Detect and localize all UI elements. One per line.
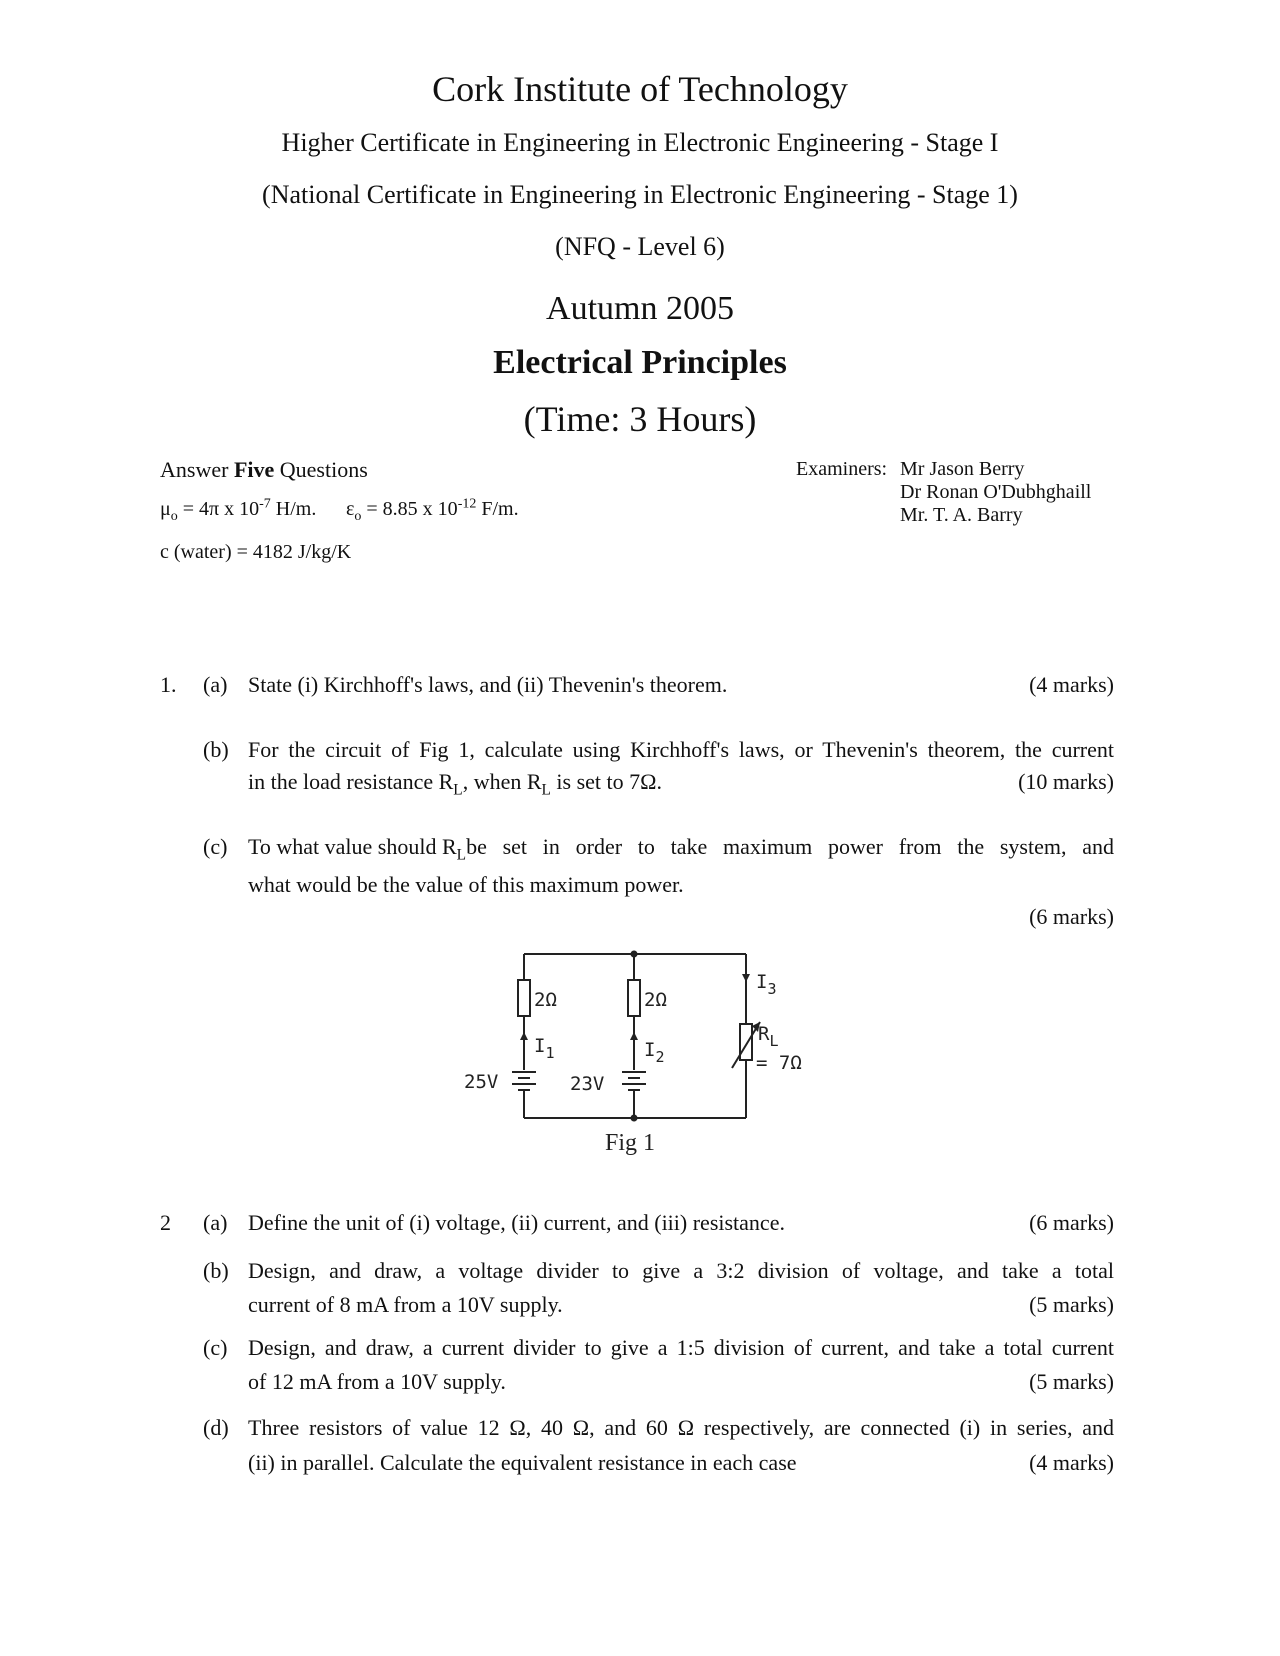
institution-title: Cork Institute of Technology (432, 69, 848, 109)
load-label: $R_L$ (758, 1023, 779, 1050)
part-label: (b) (203, 737, 229, 762)
programme-title: Higher Certificate in Engineering in Electronic Engineering - Stage I (281, 128, 999, 157)
examiner-name: Mr. T. A. Barry (900, 504, 1023, 526)
subject-title: Electrical Principles (493, 344, 787, 381)
marks-label: (4 marks) (1029, 1450, 1114, 1475)
question-text: of 12 mA from a 10V supply. (248, 1369, 506, 1394)
battery-2 (622, 1072, 646, 1090)
resistor-1 (518, 980, 530, 1016)
examiners-label: Examiners: (796, 458, 888, 480)
figure-caption: Fig 1 (604, 1130, 656, 1156)
question-text: what would be the value of this maximum power. (248, 872, 684, 897)
arrow-up-icon (520, 1032, 528, 1040)
marks-label: (5 marks) (1029, 1369, 1114, 1394)
question-number: 1. (160, 672, 177, 697)
current-3-label: $I_3$ (756, 971, 777, 998)
marks-label: (5 marks) (1029, 1292, 1114, 1317)
marks-label: (6 marks) (1029, 1210, 1114, 1235)
examiner-name: Dr Ronan O'Dubhghaill (900, 481, 1092, 503)
question-text: Three resistors of value 12 Ω, 40 Ω, and 60 Ω respectively, are connected (i) in series, and (248, 1415, 1114, 1440)
arrow-up-icon (630, 1032, 638, 1040)
question-text: To what value should $R_L$ be set in order to take maximum power from the system, and (248, 834, 1114, 864)
voltage-1-label: 25V (464, 1071, 499, 1093)
nfq-level: (NFQ - Level 6) (555, 232, 725, 261)
part-label: (a) (203, 672, 228, 697)
resistor-2-label: 2Ω (644, 989, 667, 1011)
marks-label: (10 marks) (1018, 769, 1114, 794)
question-text: (ii) in parallel. Calculate the equivalent resistance in each case (248, 1450, 797, 1475)
water-heat-capacity: c (water) = 4182 J/kg/K (160, 541, 352, 563)
part-label: (b) (203, 1258, 229, 1283)
permeability-constant: $\mu_o = 4\pi$ x $10^{-7}$ H/m. (160, 496, 317, 524)
marks-label: (6 marks) (1029, 904, 1114, 929)
exam-session: Autumn 2005 (546, 290, 734, 327)
question-text: For the circuit of Fig 1, calculate using Kirchhoff's laws, or Thevenin's theorem, the current (248, 737, 1114, 762)
resistor-2 (628, 980, 640, 1016)
battery-1 (512, 1072, 536, 1090)
question-text: Define the unit of (i) voltage, (ii) current, and (iii) resistance. (248, 1210, 785, 1235)
question-text: current of 8 mA from a 10V supply. (248, 1292, 563, 1317)
part-label: (d) (203, 1415, 229, 1440)
question-text: Design, and draw, a voltage divider to give a 3:2 division of voltage, and take a total (248, 1258, 1114, 1283)
part-label: (a) (203, 1210, 228, 1235)
permittivity-constant: $\varepsilon_o = 8.85$ x $10^{-12}$ F/m. (346, 496, 519, 524)
circuit-diagram (440, 940, 840, 1160)
question-text: Design, and draw, a current divider to give a 1:5 division of current, and take a total current (248, 1335, 1114, 1360)
marks-label: (4 marks) (1029, 672, 1114, 697)
answer-instruction: Answer Five Questions (160, 457, 368, 482)
part-label: (c) (203, 834, 228, 859)
arrow-down-icon (742, 974, 750, 982)
load-value: = 7Ω (756, 1052, 802, 1074)
voltage-2-label: 23V (570, 1073, 605, 1095)
current-1-label: $I_1$ (534, 1035, 555, 1062)
question-number: 2 (160, 1210, 171, 1235)
programme-alt-title: (National Certificate in Engineering in Electronic Engineering - Stage 1) (262, 180, 1018, 209)
resistor-1-label: 2Ω (534, 989, 557, 1011)
exam-duration: (Time: 3 Hours) (523, 399, 757, 439)
examiner-name: Mr Jason Berry (900, 458, 1025, 480)
part-label: (c) (203, 1335, 228, 1360)
question-text: in the load resistance $R_L$, when $R_L$ is set to 7Ω. (248, 769, 662, 799)
current-2-label: $I_2$ (644, 1039, 665, 1066)
load-resistor (740, 1024, 752, 1060)
question-text: State (i) Kirchhoff's laws, and (ii) Thevenin's theorem. (248, 672, 728, 697)
